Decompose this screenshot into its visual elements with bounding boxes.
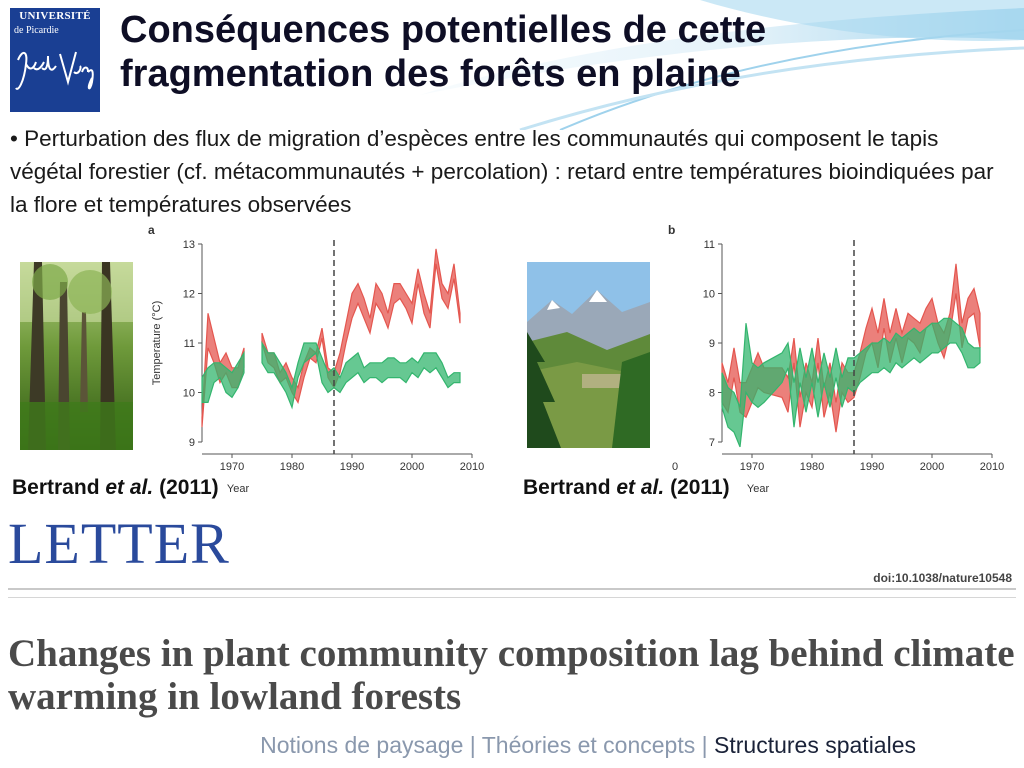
y-tick-label: 9 — [188, 437, 195, 449]
y-tick-label: 11 — [703, 239, 715, 251]
university-logo — [10, 8, 100, 112]
series-band-red-2 — [262, 249, 460, 403]
x-tick-label: 1980 — [279, 461, 305, 473]
x-tick-label: 2010 — [979, 461, 1005, 473]
doi-text: doi:10.1038/nature10548 — [873, 571, 1012, 585]
y-axis-label: Temperature (°C) — [151, 300, 163, 386]
footer-part-2: Théories et concepts — [481, 732, 696, 758]
slide-title: Conséquences potentielles de cette fragmentation des forêts en plaine — [120, 9, 767, 95]
y-tick-label: 12 — [182, 288, 195, 301]
citation-author: Bertrand — [523, 476, 611, 499]
divider-line — [8, 588, 1016, 590]
x-tick-label: 0 — [672, 461, 679, 473]
y-tick-label: 10 — [702, 288, 715, 301]
x-axis-label: Year — [746, 483, 770, 495]
footer-part-1: Notions de paysage — [260, 732, 464, 758]
y-tick-label: 9 — [708, 338, 715, 350]
x-tick-label: 1980 — [799, 461, 825, 473]
x-tick-label: 1990 — [859, 461, 885, 473]
x-tick-label: 1970 — [219, 461, 245, 473]
x-axis-label: Year — [226, 483, 250, 495]
y-tick-label: 10 — [182, 387, 195, 400]
slide-body-content: Perturbation des flux de migration d’espèces entre les communautés qui composent le tapis végétal forestier (cf. métacommunautés + percolation) : retard entre températures bioindiquées par la flore et températures observées — [10, 126, 994, 217]
series-band-green-3 — [262, 343, 460, 407]
panel-letter: b — [668, 223, 676, 237]
citation-year: (2011) — [159, 476, 219, 499]
logo-line-2: de Picardie — [14, 25, 59, 36]
mountain-valley-photo — [527, 262, 650, 448]
temperature-chart-a — [142, 222, 492, 500]
letter-heading: LETTER — [8, 511, 230, 576]
footer-part-3: Structures spatiales — [714, 732, 916, 758]
panel-letter: a — [148, 223, 155, 237]
footer-separator: | — [463, 732, 482, 758]
logo-signature-icon — [12, 42, 98, 108]
citation-left — [12, 476, 219, 500]
footer-separator: | — [695, 732, 715, 758]
paper-title: Changes in plant community composition lag behind climate warming in lowland forests — [8, 632, 1015, 718]
slide-body-text — [10, 122, 1014, 218]
citation-author: Bertrand — [12, 476, 100, 499]
citation-etal: et al. — [616, 476, 665, 499]
logo-line-1: UNIVERSITÉ — [19, 10, 91, 22]
x-tick-label: 2000 — [919, 461, 945, 473]
y-tick-label: 13 — [182, 239, 195, 251]
temperature-chart-b — [662, 222, 1012, 500]
x-tick-label: 2000 — [399, 461, 425, 473]
y-tick-label: 7 — [708, 437, 715, 449]
y-tick-label: 11 — [183, 338, 195, 350]
divider-line-thin — [8, 597, 1016, 598]
x-tick-label: 2010 — [459, 461, 485, 473]
forest-photo — [20, 262, 133, 450]
series-band-green-1 — [722, 318, 980, 447]
citation-year: (2011) — [670, 476, 730, 499]
x-tick-label: 1990 — [339, 461, 365, 473]
y-tick-label: 8 — [708, 387, 715, 400]
x-tick-label: 1970 — [739, 461, 765, 473]
citation-etal: et al. — [105, 476, 154, 499]
citation-right — [523, 476, 730, 500]
slide-footer — [260, 732, 916, 759]
bullet-glyph: • — [10, 126, 18, 151]
